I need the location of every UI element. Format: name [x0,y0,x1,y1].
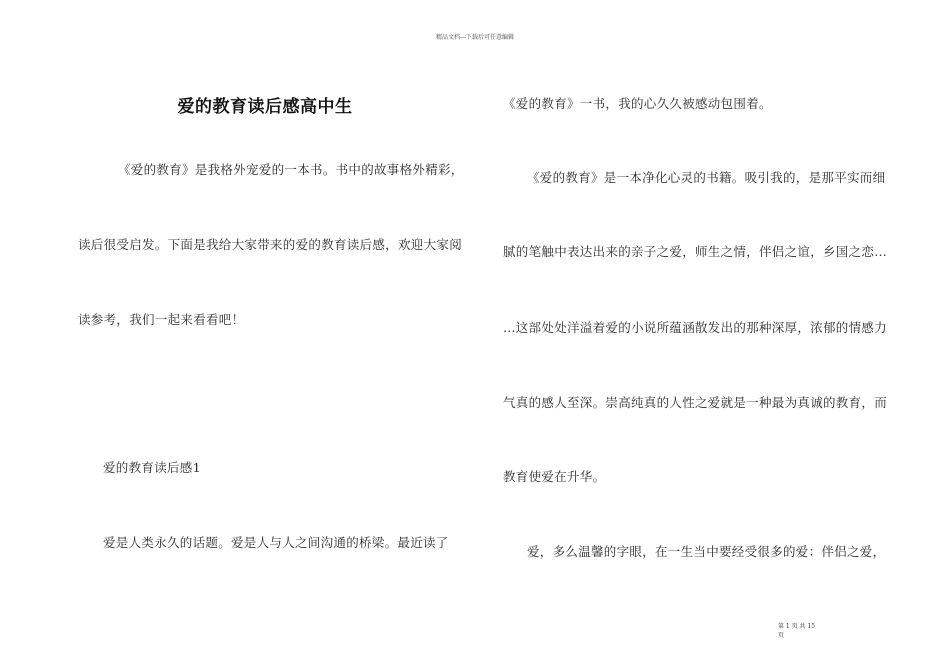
right-paragraph-line: 《爱的教育》一书，我的心久久被感动包围着。 [503,96,772,111]
right-paragraph-line: 腻的笔触中表达出来的亲子之爱，师生之情，伴侣之谊，乡国之恋… [503,244,888,259]
right-paragraph-line: 气真的感人至深。崇高纯真的人性之爱就是一种最为真诚的教育，而 [503,395,888,410]
left-paragraph-line: 读参考，我们一起来看看吧！ [78,312,245,327]
document-title: 爱的教育读后感高中生 [177,97,353,117]
right-paragraph-line: 教育使爱在升华。 [503,469,606,484]
right-paragraph-line: 爱，多么温馨的字眼，在一生当中要经受很多的爱：伴侣之爱， [527,544,886,559]
page-number-line: 第 1 页 共 15 [778,623,816,630]
left-paragraph-line: 读后很受启发。下面是我给大家带来的爱的教育读后感，欢迎大家阅 [78,237,463,252]
right-paragraph-line: 《爱的教育》是一本净化心灵的书籍。吸引我的，是那平实而细 [527,170,886,185]
left-paragraph-line: 爱是人类永久的话题。爱是人与人之间沟通的桥梁。最近读了 [103,535,449,550]
page-header: 精品文档---下载后可任意编辑 [435,34,515,41]
section-heading: 爱的教育读后感1 [103,460,201,475]
right-paragraph-line: …这部处处洋溢着爱的小说所蕴涵散发出的那种深厚，浓郁的情感力 [503,320,888,335]
page-number-line: 页 [778,632,785,639]
left-paragraph-line: 《爱的教育》是我格外宠爱的一本书。书中的故事格外精彩， [118,162,464,177]
page-number [778,622,815,640]
